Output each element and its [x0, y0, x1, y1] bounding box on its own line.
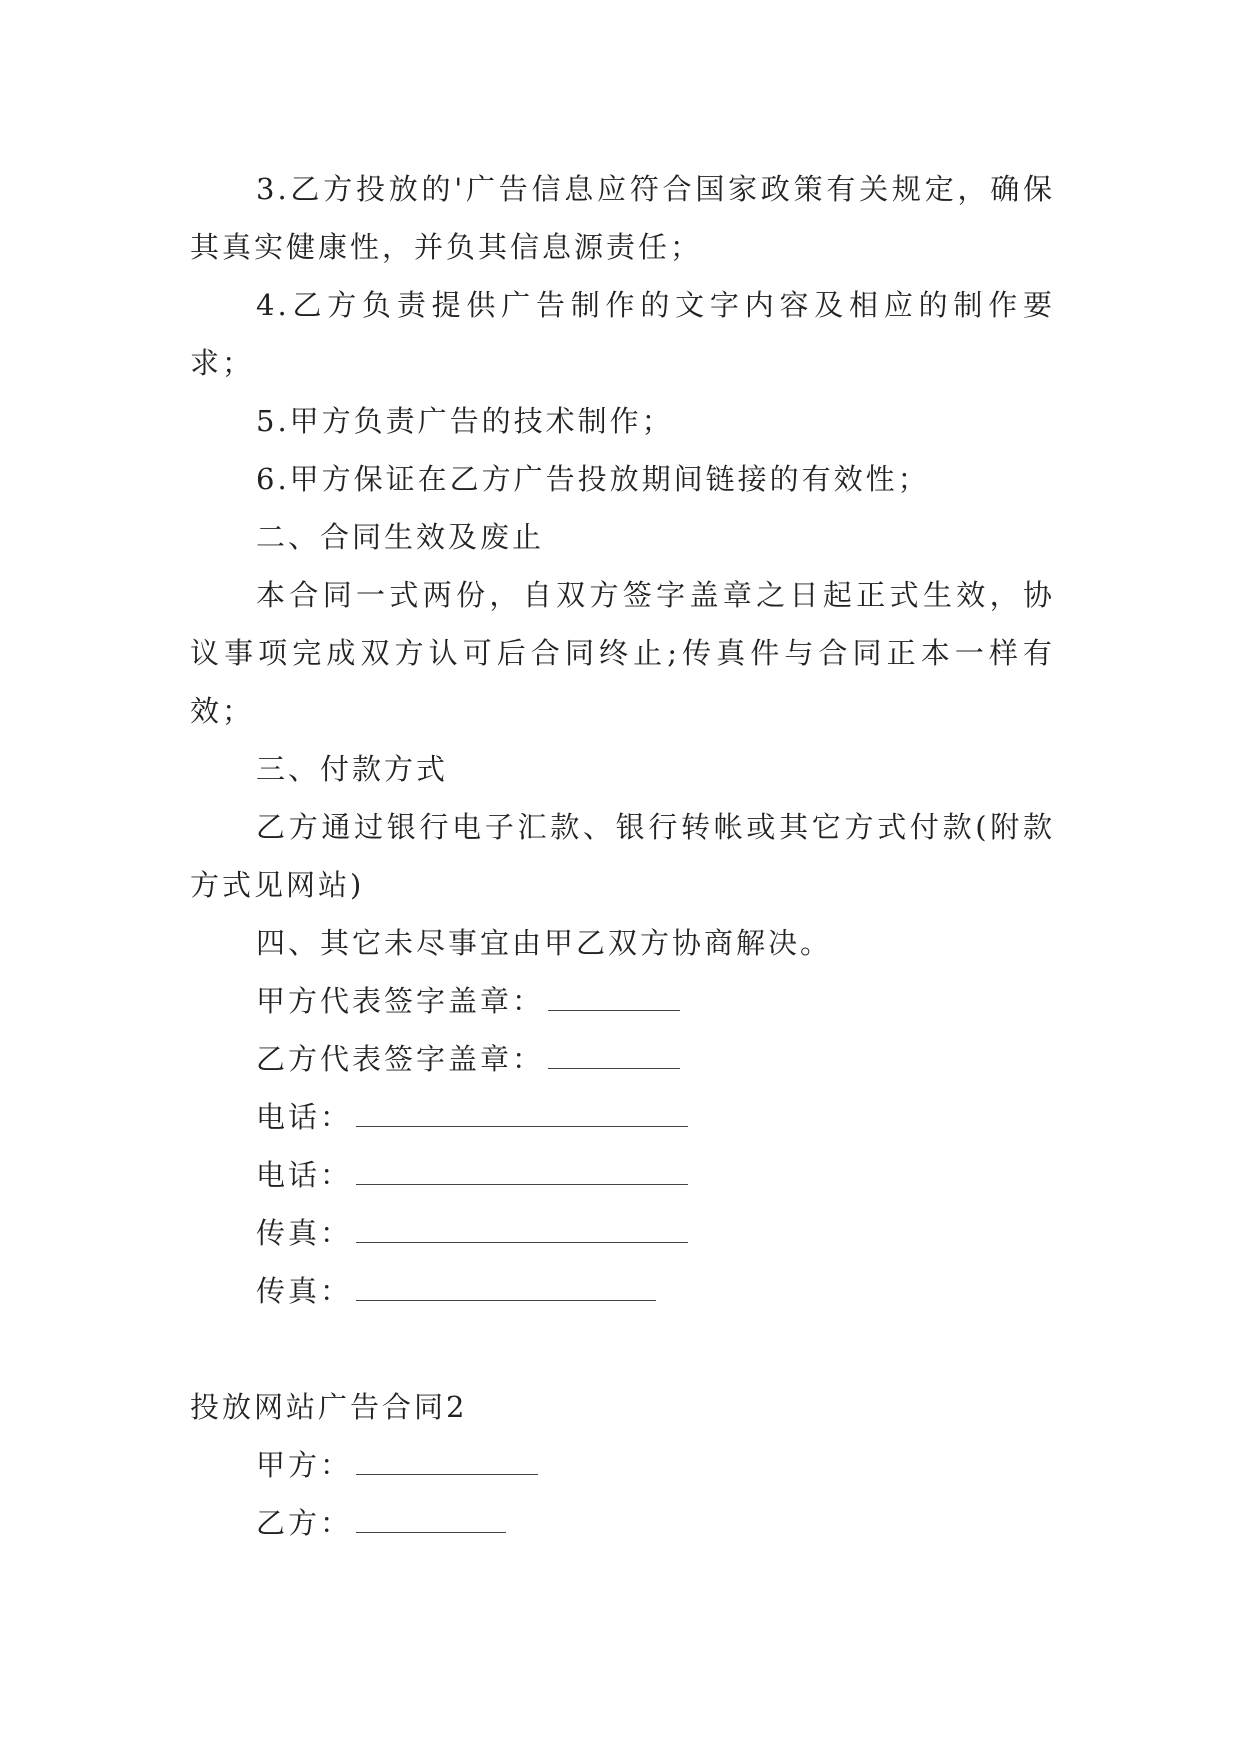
- phone-blank-2[interactable]: [356, 1162, 688, 1185]
- fax-blank-1[interactable]: [356, 1220, 688, 1243]
- signature-blank-party-a[interactable]: [548, 988, 680, 1011]
- fax-line-1: [190, 1204, 1055, 1262]
- fax-label-2: 传真：: [256, 1274, 353, 1308]
- phone-blank-1[interactable]: [356, 1104, 688, 1127]
- clause-4: 4.乙方负责提供广告制作的文字内容及相应的制作要求；: [190, 288, 1055, 380]
- signature-label-party-a: 甲方代表签字盖章：: [256, 984, 545, 1018]
- phone-label-1: 电话：: [256, 1100, 353, 1134]
- section-heading-other: 四、其它未尽事宜由甲乙双方协商解决。: [256, 926, 833, 960]
- signature-label-party-b: 乙方代表签字盖章：: [256, 1042, 545, 1076]
- second-contract-title: 投放网站广告合同2: [190, 1390, 468, 1424]
- clause-6: 6.甲方保证在乙方广告投放期间链接的有效性；: [256, 462, 930, 496]
- section-gap: [190, 1320, 1055, 1378]
- phone-line-1: [190, 1088, 1055, 1146]
- party-a-blank[interactable]: [356, 1452, 538, 1475]
- section-heading-effect: 二、合同生效及废止: [256, 520, 545, 554]
- clause-5: 5.甲方负责广告的技术制作；: [256, 404, 674, 438]
- fax-label-1: 传真：: [256, 1216, 353, 1250]
- phone-line-2: [190, 1146, 1055, 1204]
- fax-line-2: [190, 1262, 1055, 1320]
- party-b-label: 乙方：: [256, 1506, 353, 1540]
- payment-paragraph: 乙方通过银行电子汇款、银行转帐或其它方式付款(附款方式见网站): [190, 810, 1055, 902]
- effect-paragraph: 本合同一式两份，自双方签字盖章之日起正式生效，协议事项完成双方认可后合同终止;传真件与合同正本一样有效；: [190, 578, 1055, 728]
- signature-blank-party-b[interactable]: [548, 1046, 680, 1069]
- party-a-label: 甲方：: [256, 1448, 353, 1482]
- fax-blank-2[interactable]: [356, 1278, 656, 1301]
- signature-line-party-a: [190, 972, 1055, 1030]
- party-b-line: [190, 1494, 1055, 1552]
- party-a-line: [190, 1436, 1055, 1494]
- party-b-blank[interactable]: [356, 1510, 506, 1533]
- document-page: [190, 160, 1055, 1552]
- signature-line-party-b: [190, 1030, 1055, 1088]
- phone-label-2: 电话：: [256, 1158, 353, 1192]
- clause-3: 3.乙方投放的'广告信息应符合国家政策有关规定，确保其真实健康性，并负其信息源责任；: [190, 172, 1055, 264]
- section-heading-payment: 三、付款方式: [256, 752, 449, 786]
